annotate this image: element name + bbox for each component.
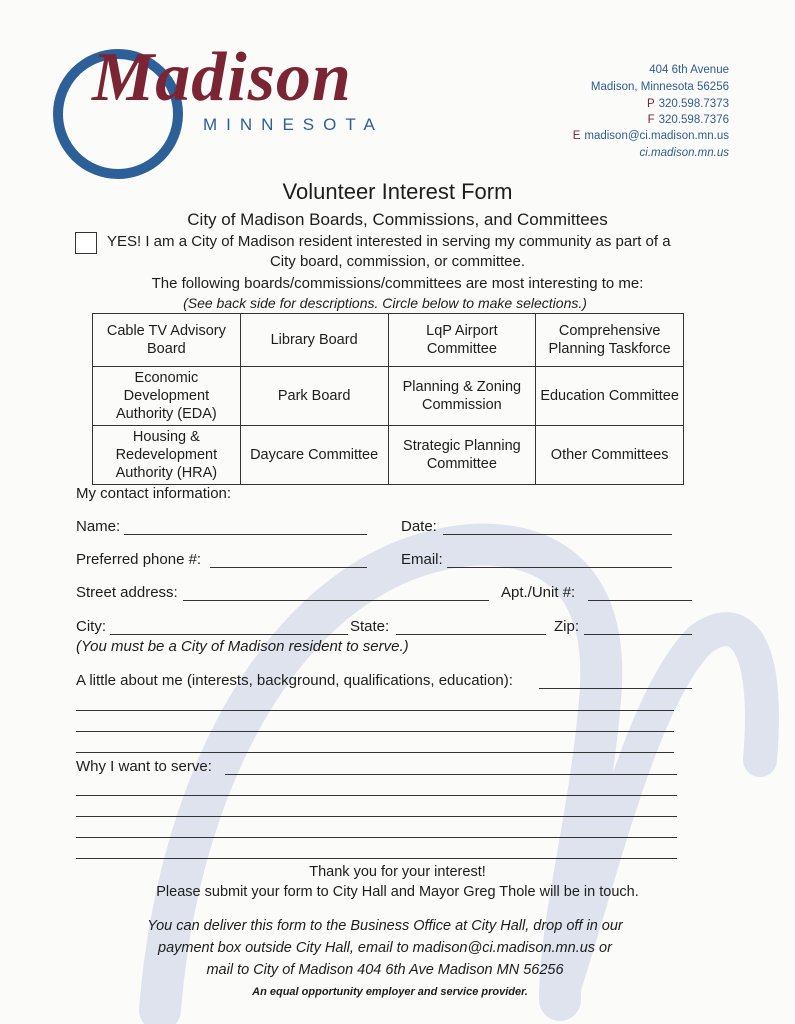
why-field-line[interactable]	[76, 837, 677, 838]
board-cell[interactable]: Daycare Committee	[240, 426, 388, 485]
boards-intro: The following boards/commissions/committees are most interesting to me:	[151, 275, 644, 292]
street-field[interactable]	[183, 600, 489, 601]
about-field-line[interactable]	[76, 731, 674, 732]
city-label: City:	[76, 618, 106, 635]
board-cell[interactable]: Park Board	[240, 367, 388, 426]
why-label: Why I want to serve:	[76, 758, 212, 775]
address-website: ci.madison.mn.us	[639, 147, 729, 159]
city-field[interactable]	[110, 634, 348, 635]
address-email	[573, 128, 729, 144]
apt-label: Apt./Unit #:	[501, 584, 576, 601]
contact-heading: My contact information:	[76, 485, 232, 502]
board-cell[interactable]: Strategic Planning Committee	[388, 426, 536, 485]
address-city: Madison, Minnesota 56256	[590, 81, 729, 93]
board-cell[interactable]: Library Board	[240, 314, 388, 367]
eeo-statement: An equal opportunity employer and service provider.	[252, 986, 528, 998]
deliver-line1: You can deliver this form to the Business Office at City Hall, drop off in our	[147, 918, 623, 934]
state-label: State:	[350, 618, 390, 635]
phone-field[interactable]	[210, 567, 367, 568]
name-label: Name:	[76, 518, 121, 535]
email-label: Email:	[401, 551, 443, 568]
deliver-line2: payment box outside City Hall, email to madison@ci.madison.mn.us or	[158, 940, 612, 956]
form-subtitle: City of Madison Boards, Commissions, and Committees	[187, 210, 608, 229]
phone-prefix: P	[646, 98, 655, 110]
yes-statement-line1: YES! I am a City of Madison resident interested in serving my community as part of a	[107, 233, 671, 250]
fax-prefix: F	[647, 114, 655, 126]
board-cell[interactable]: Planning & Zoning Commission	[388, 367, 536, 426]
boards-instructions: (See back side for descriptions. Circle below to make selections.)	[183, 295, 587, 311]
zip-field[interactable]	[584, 634, 692, 635]
boards-table	[92, 313, 684, 485]
why-field-line[interactable]	[76, 858, 677, 859]
name-field[interactable]	[124, 534, 367, 535]
phone-value: 320.598.7373	[658, 98, 729, 110]
submit-instructions: Please submit your form to City Hall and Mayor Greg Thole will be in touch.	[156, 884, 639, 900]
email-prefix: E	[572, 130, 581, 142]
logo-wordmark: Madison	[92, 39, 352, 116]
about-field-line[interactable]	[539, 688, 692, 689]
email-value: madison@ci.madison.mn.us	[584, 130, 729, 142]
address-fax	[648, 112, 729, 128]
fax-value: 320.598.7376	[658, 114, 729, 126]
street-label: Street address:	[76, 584, 178, 601]
about-field-line[interactable]	[76, 710, 674, 711]
why-field-line[interactable]	[76, 795, 677, 796]
board-cell[interactable]: Comprehensive Planning Taskforce	[536, 314, 684, 367]
thanks-text: Thank you for your interest!	[309, 864, 486, 880]
board-cell[interactable]: Housing & Redevelopment Authority (HRA)	[93, 426, 241, 485]
board-cell[interactable]: Education Committee	[536, 367, 684, 426]
state-field[interactable]	[396, 634, 546, 635]
date-label: Date:	[401, 518, 437, 535]
deliver-line3: mail to City of Madison 404 6th Ave Madison MN 56256	[206, 962, 564, 978]
phone-label: Preferred phone #:	[76, 551, 202, 568]
why-field-line[interactable]	[76, 816, 677, 817]
board-cell[interactable]: Cable TV Advisory Board	[93, 314, 241, 367]
why-field-line[interactable]	[225, 774, 677, 775]
yes-statement-line2: City board, commission, or committee.	[269, 253, 526, 270]
date-field[interactable]	[443, 534, 672, 535]
about-label: A little about me (interests, background, qualifications, education):	[76, 672, 513, 689]
address-phone	[647, 96, 729, 112]
yes-checkbox[interactable]	[75, 232, 97, 254]
address-street: 404 6th Avenue	[649, 64, 729, 76]
board-cell[interactable]: LqP Airport Committee	[388, 314, 536, 367]
apt-field[interactable]	[588, 600, 692, 601]
board-cell[interactable]: Other Committees	[536, 426, 684, 485]
zip-label: Zip:	[554, 618, 580, 635]
about-field-line[interactable]	[76, 752, 674, 753]
form-title: Volunteer Interest Form	[282, 179, 513, 204]
email-field[interactable]	[447, 567, 672, 568]
resident-note: (You must be a City of Madison resident to serve.)	[76, 638, 409, 655]
logo-state: MINNESOTA	[203, 115, 384, 134]
board-cell[interactable]: Economic Development Authority (EDA)	[93, 367, 241, 426]
